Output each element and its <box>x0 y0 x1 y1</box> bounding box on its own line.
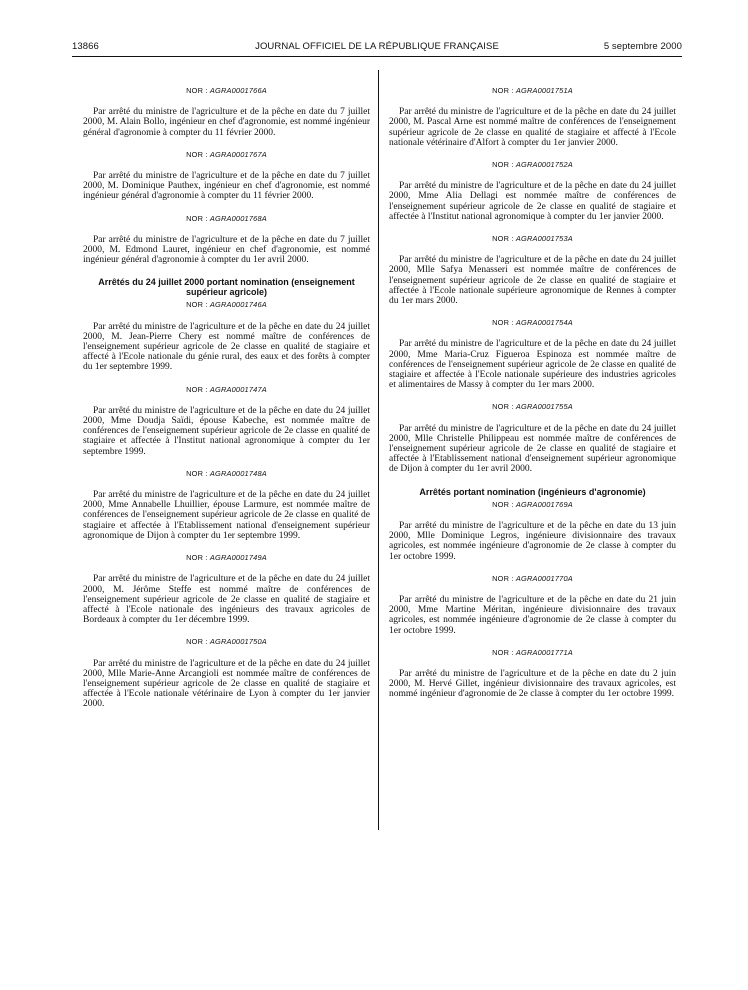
decree-text: Par arrêté du ministre de l'agriculture et de la pêche en date du 24 juillet 2000, Mlle Safya Menasseri est nommée maître de conférences de l'enseignement supérieur agricole de 2e classe en qualité de stagiaire et affectée à l'Ecole nationale supérieure agronomique de Rennes à compter du 1er mars 2000. <box>389 255 676 307</box>
nor-label: NOR : <box>492 160 514 170</box>
nor-code: AGRA0001752A <box>515 160 573 170</box>
decree-text: Par arrêté du ministre de l'agriculture et de la pêche en date du 24 juillet 2000, M. Pascal Arne est nommé maître de conférences de l'enseignement supérieur agricole de 2e classe en qualité de stagiaire et affecté à l'Ecole nationale vétérinaire d'Alfort à compter du 1er janvier 2000. <box>389 107 676 148</box>
nor-label: NOR : <box>186 149 208 159</box>
nor-code: AGRA0001770A <box>515 573 573 583</box>
decree-entry <box>83 150 370 202</box>
nor-code: AGRA0001747A <box>209 384 267 394</box>
section-heading: Arrêtés portant nomination (ingénieurs d'agronomie) <box>419 486 646 497</box>
nor-reference <box>389 160 676 170</box>
decree-text: Par arrêté du ministre de l'agriculture et de la pêche en date du 24 juillet 2000, M. Jérôme Steffe est nommé maître de conférences de l'enseignement supérieur agricole de 2e classe en qualité de stagiaire et affecté à l'Ecole nationale des ingénieurs des travaux agricoles de Bordeaux à compter du 1er décembre 1999. <box>83 574 370 626</box>
nor-reference <box>389 86 676 96</box>
decree-entry <box>83 637 370 709</box>
decree-entry <box>83 553 370 625</box>
page-number: 13866 <box>72 41 99 52</box>
decree-entry <box>389 648 676 700</box>
decree-text: Par arrêté du ministre de l'agriculture et de la pêche en date du 2 juin 2000, M. Hervé Gillet, ingénieur divisionnaire des travaux agricoles, est nommé ingénieur d'agronomie de 2e classe à compter du 1er octobre 1999. <box>389 668 676 700</box>
decree-entry <box>389 160 676 222</box>
nor-label: NOR : <box>186 213 208 223</box>
nor-code: AGRA0001751A <box>515 86 573 95</box>
nor-label: NOR : <box>186 637 208 647</box>
header-rule <box>72 56 682 57</box>
decree-text: Par arrêté du ministre de l'agriculture et de la pêche en date du 7 juillet 2000, M. Edmond Lauret, ingénieur en chef d'agronomie, est nommé ingénieur général d'agronomie à compter du 1er avril 2000. <box>83 234 370 266</box>
decree-entry <box>389 574 676 636</box>
nor-label: NOR : <box>492 573 514 583</box>
decree-entry <box>389 318 676 390</box>
nor-reference <box>83 385 370 395</box>
nor-code: AGRA0001754A <box>515 318 573 328</box>
decree-entry <box>83 469 370 541</box>
decree-text: Par arrêté du ministre de l'agriculture et de la pêche en date du 24 juillet 2000, Mme Maria-Cruz Figueroa Espinoza est nommée maître de conférences de l'enseignement supérieur agricole de 2e classe en qualité de stagiaire et affectée à l'Ecole nationale supérieure des industries agricoles et alimentaires de Massy à compter du 1er mars 2000. <box>389 339 676 391</box>
decree-text: Par arrêté du ministre de l'agriculture et de la pêche en date du 24 juillet 2000, Mme Annabelle Lhuillier, épouse Larmure, est nommée maître de conférences de l'enseignement supérieur agricole de 2e classe en qualité de stagiaire et affectée à l'Etablissement national d'enseignement supérieur agronomique de Dijon à compter du 1er septembre 1999. <box>83 490 370 541</box>
decree-entry <box>83 86 370 138</box>
nor-reference <box>389 500 676 510</box>
nor-reference <box>83 553 370 563</box>
decree-text: Par arrêté du ministre de l'agriculture et de la pêche en date du 24 juillet 2000, M. Jean-Pierre Chery est nommé maître de conférences de l'enseignement supérieur agricole de 2e classe en qualité de stagiaire et affecté à l'Ecole nationale du génie rural, des eaux et des forêts à compter du 1er septembre 1999. <box>83 321 370 373</box>
decree-text: Par arrêté du ministre de l'agriculture et de la pêche en date du 7 juillet 2000, M. Alain Bollo, ingénieur en chef d'agronomie, est nommé ingénieur général d'agronomie à compter du 11 février 2000. <box>83 107 370 138</box>
nor-code: AGRA0001753A <box>515 234 573 244</box>
nor-label: NOR : <box>492 402 514 412</box>
decree-entry <box>389 234 676 306</box>
decree-entry <box>83 214 370 266</box>
page-header <box>72 41 682 55</box>
nor-label: NOR : <box>186 384 208 394</box>
nor-reference <box>389 318 676 328</box>
nor-code: AGRA0001755A <box>515 402 573 412</box>
nor-label: NOR : <box>186 553 208 563</box>
nor-reference <box>83 637 370 647</box>
decree-text: Par arrêté du ministre de l'agriculture et de la pêche en date du 13 juin 2000, Mlle Dominique Legros, ingénieure divisionnaire des travaux agricoles, est nommée ingénieure d'agronomie de 2e classe à compter du 1er octobre 1999. <box>389 520 676 562</box>
nor-reference <box>83 150 370 160</box>
nor-label: NOR : <box>492 86 514 95</box>
decree-entry <box>389 500 676 562</box>
journal-title: JOURNAL OFFICIEL DE LA RÉPUBLIQUE FRANÇAISE <box>255 41 499 52</box>
nor-code: AGRA0001766A <box>209 86 267 95</box>
nor-label: NOR : <box>492 318 514 328</box>
nor-reference <box>389 648 676 658</box>
nor-reference <box>83 469 370 479</box>
nor-code: AGRA0001768A <box>209 213 267 223</box>
left-column <box>83 86 370 722</box>
nor-code: AGRA0001750A <box>209 637 267 647</box>
decree-text: Par arrêté du ministre de l'agriculture et de la pêche en date du 24 juillet 2000, Mlle Christelle Philippeau est nommée maître de conférences de l'enseignement supérieur agricole de 2e classe en qualité de stagiaire et affectée à l'Etablissement national d'enseignement supérieur agronomique de Dijon à compter du 1er avril 2000. <box>389 423 676 475</box>
nor-reference <box>389 234 676 244</box>
publication-date: 5 septembre 2000 <box>603 41 682 52</box>
decree-text: Par arrêté du ministre de l'agriculture et de la pêche en date du 21 juin 2000, Mme Martine Méritan, ingénieure divisionnaire des travaux agricoles, est nommée ingénieure d'agronomie de 2e classe à compter du 1er octobre 1999. <box>389 594 676 636</box>
decree-entry <box>389 402 676 474</box>
nor-code: AGRA0001746A <box>209 300 267 310</box>
nor-label: NOR : <box>492 647 514 657</box>
right-column <box>389 86 676 712</box>
nor-code: AGRA0001748A <box>209 468 267 478</box>
nor-label: NOR : <box>186 300 208 310</box>
nor-code: AGRA0001767A <box>209 149 267 159</box>
nor-reference <box>389 402 676 412</box>
nor-label: NOR : <box>492 234 514 244</box>
decree-entry <box>83 385 370 457</box>
decree-text: Par arrêté du ministre de l'agriculture et de la pêche en date du 7 juillet 2000, M. Dominique Pauthex, ingénieur en chef d'agronomie, est nommé ingénieur général d'agronomie à compter du 11 février 2000. <box>83 171 370 202</box>
decree-entry <box>83 300 370 372</box>
nor-code: AGRA0001749A <box>209 553 267 563</box>
column-divider <box>378 70 379 830</box>
decree-text: Par arrêté du ministre de l'agriculture et de la pêche en date du 24 juillet 2000, Mme Doudja Saïdi, épouse Kabeche, est nommée maître de conférences de l'enseignement supérieur agricole de 2e classe en qualité de stagiaire et affectée à l'Institut national agronomique à compter du 1er septembre 1999. <box>83 405 370 457</box>
nor-reference <box>83 300 370 310</box>
nor-reference <box>83 86 370 96</box>
nor-code: AGRA0001771A <box>515 647 573 657</box>
nor-label: NOR : <box>492 499 514 509</box>
nor-reference <box>83 214 370 224</box>
decree-entry <box>389 86 676 148</box>
decree-text: Par arrêté du ministre de l'agriculture et de la pêche en date du 24 juillet 2000, Mme Alia Dellagi est nommée maître de conférences de l'enseignement supérieur agricole de 2e classe en qualité de stagiaire et affectée à l'Institut national agronomique à compter du 1er janvier 2000. <box>389 181 676 222</box>
decree-text: Par arrêté du ministre de l'agriculture et de la pêche en date du 24 juillet 2000, Mlle Marie-Anne Arcangioli est nommée maître de conférences de l'enseignement supérieur agricole de 2e classe en qualité de stagiaire et affectée à l'Ecole nationale vétérinaire de Lyon à compter du 1er janvier 2000. <box>83 658 370 710</box>
nor-label: NOR : <box>186 86 208 95</box>
section-heading: Arrêtés du 24 juillet 2000 portant nomination (enseignement supérieur agricole) <box>98 277 355 298</box>
nor-label: NOR : <box>186 468 208 478</box>
nor-code: AGRA0001769A <box>515 499 573 509</box>
nor-reference <box>389 574 676 584</box>
